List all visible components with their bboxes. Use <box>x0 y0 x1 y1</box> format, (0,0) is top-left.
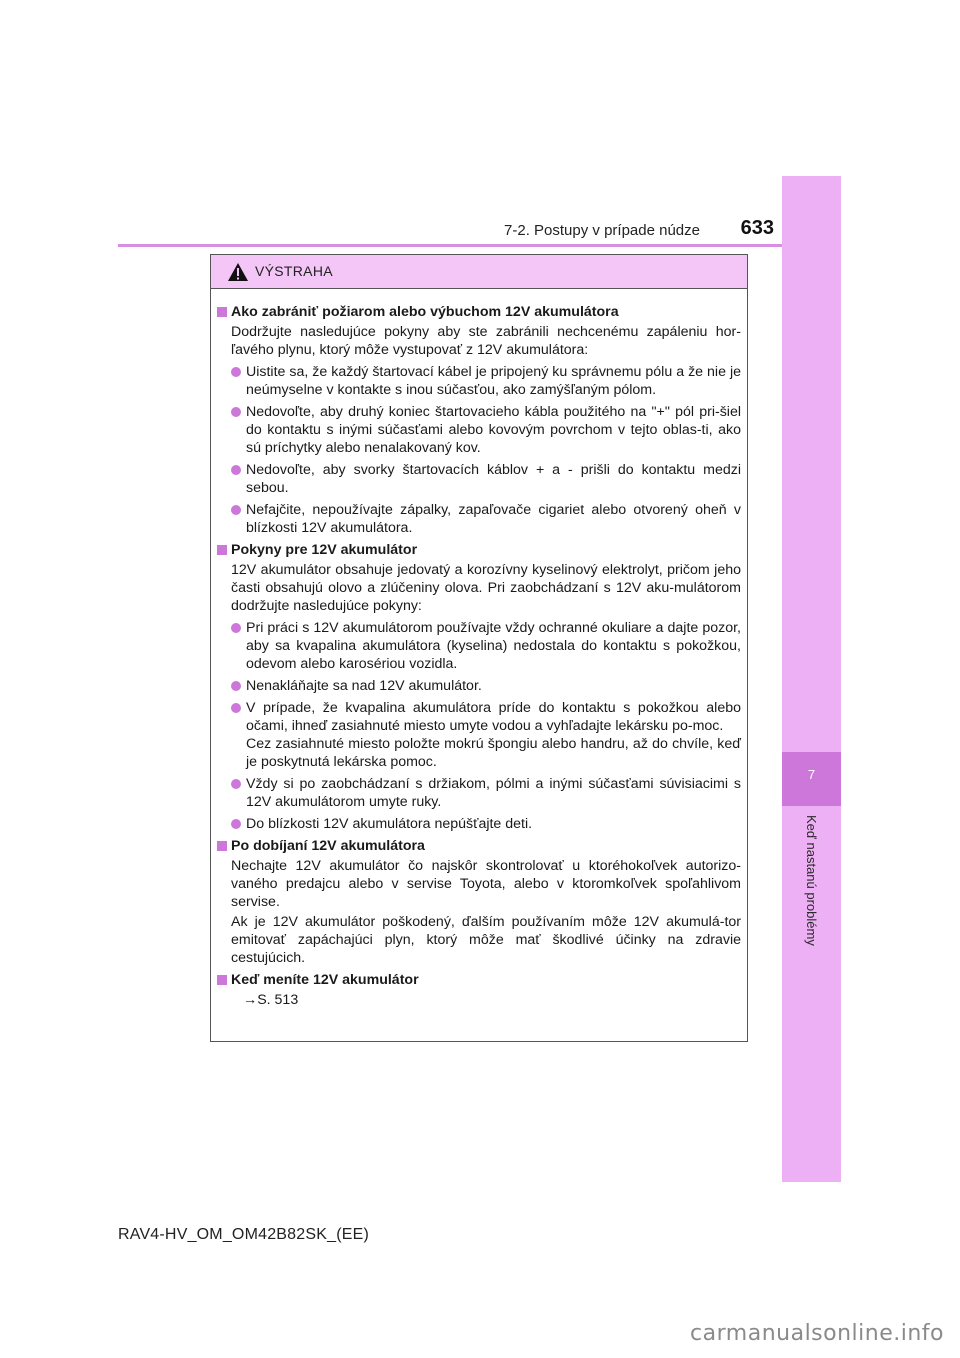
section-heading <box>217 541 741 559</box>
list-item <box>231 815 741 833</box>
section-heading-text: Ako zabrániť požiarom alebo výbuchom 12V akumulátora <box>231 304 619 320</box>
list-item-text: Nedovoľte, aby svorky štartovacích káblov + a - prišli do kontaktu medzi sebou. <box>246 462 741 496</box>
circle-bullet-icon <box>231 623 241 633</box>
list-item <box>231 699 741 771</box>
list-item <box>231 619 741 673</box>
circle-bullet-icon <box>231 465 241 475</box>
section-heading <box>217 837 741 855</box>
section-paragraph: Nechajte 12V akumulátor čo najskôr skontrolovať u ktoréhokoľvek autorizo-vaného predajcu alebo v servise Toyota, alebo v ktoromkoľvek spoľahlivom servise. <box>231 858 741 910</box>
section-heading-text: Pokyny pre 12V akumulátor <box>231 542 418 558</box>
list-item-text: Pri práci s 12V akumulátorom používajte vždy ochranné okuliare a dajte pozor, aby sa kvapalina akumulátora (kyselina) nedostala do kontaktu s pokožkou, odevom alebo karosériou vozidla. <box>246 620 741 672</box>
circle-bullet-icon <box>231 505 241 515</box>
list-item-text: Nenakláňajte sa nad 12V akumulátor. <box>246 678 482 694</box>
list-item <box>231 775 741 811</box>
section-heading <box>217 303 741 321</box>
list-item <box>231 461 741 497</box>
list-item-text: Do blízkosti 12V akumulátora nepúšťajte deti. <box>246 816 533 832</box>
list-item <box>231 501 741 537</box>
list-item-text-line: Cez zasiahnuté miesto položte mokrú špongiu alebo handru, až do chvíle, keď je poskytnutá lekárska pomoc. <box>246 736 741 770</box>
circle-bullet-icon <box>231 703 241 713</box>
list-item <box>231 403 741 457</box>
circle-bullet-icon <box>231 779 241 789</box>
warning-header <box>211 255 747 289</box>
section-paragraph: Ak je 12V akumulátor poškodený, ďalším používaním môže 12V akumulá-tor emitovať zapáchajúci plyn, ktorý môže mať škodlivé účinky na zdravie cestujúcich. <box>231 914 741 966</box>
list-item-text: Uistite sa, že každý štartovací kábel je pripojený ku správnemu pólu a že nie je neúmyselne v kontakte s inou súčasťou, ako zamýšľaným pólom. <box>246 364 741 398</box>
header-rule <box>118 244 782 247</box>
circle-bullet-icon <box>231 681 241 691</box>
square-bullet-icon <box>217 545 227 555</box>
section-title: 7-2. Postupy v prípade núdze <box>504 222 700 239</box>
chapter-label: Keď nastanú problémy <box>804 815 819 946</box>
warning-body <box>211 289 747 1009</box>
section-heading-text: Keď meníte 12V akumulátor <box>231 972 419 988</box>
section-paragraph: Dodržujte nasledujúce pokyny aby ste zabránili nechcenému zapáleniu hor-ľavého plynu, ktorý môže vystupovať z 12V akumulátora: <box>231 324 741 358</box>
list-item-text <box>246 699 741 771</box>
list-item-text: Nefajčite, nepoužívajte zápalky, zapaľovače cigariet alebo otvorený oheň v blízkosti 12V akumulátora. <box>246 502 741 536</box>
circle-bullet-icon <box>231 367 241 377</box>
warning-box <box>210 254 748 1042</box>
list-item-text: Vždy si po zaobchádzaní s držiakom, pólmi a inými súčasťami súvisiacimi s 12V akumulátorom umyte ruky. <box>246 776 741 810</box>
chapter-side-tab <box>782 176 841 1182</box>
section-paragraph: 12V akumulátor obsahuje jedovatý a korozívny kyselinový elektrolyt, pričom jeho časti obsahujú olovo a zlúčeniny olova. Pri zaobchádzaní s 12V aku-mulátorom dodržujte nasledujúce pokyny: <box>231 562 741 614</box>
warning-triangle-icon <box>227 262 249 282</box>
square-bullet-icon <box>217 841 227 851</box>
document-code: RAV4-HV_OM_OM42B82SK_(EE) <box>118 1226 370 1243</box>
list-item-text: Nedovoľte, aby druhý koniec štartovacieho kábla použitého na "+" pól pri-šiel do kontaktu s inými súčasťami alebo kovovým povrchom v tejto oblas-ti, ako sú príchytky alebo nenalakovaný kov. <box>246 404 741 456</box>
watermark: carmanualsonline.info <box>690 1321 944 1346</box>
circle-bullet-icon <box>231 407 241 417</box>
chapter-number-block <box>782 752 841 806</box>
page-reference[interactable]: →S. 513 <box>243 992 299 1008</box>
list-item <box>231 677 741 695</box>
section-heading <box>217 971 741 989</box>
list-item-text-line: V prípade, že kvapalina akumulátora príde do kontaktu s pokožkou alebo očami, ihneď zasiahnuté miesto umyte vodou a vyhľadajte lekársku po-moc. <box>246 700 741 734</box>
list-item <box>231 363 741 399</box>
chapter-number: 7 <box>807 767 816 782</box>
square-bullet-icon <box>217 975 227 985</box>
warning-title: VÝSTRAHA <box>255 263 333 279</box>
section-heading-text: Po dobíjaní 12V akumulátora <box>231 838 425 854</box>
page-number: 633 <box>740 217 774 239</box>
circle-bullet-icon <box>231 819 241 829</box>
square-bullet-icon <box>217 307 227 317</box>
